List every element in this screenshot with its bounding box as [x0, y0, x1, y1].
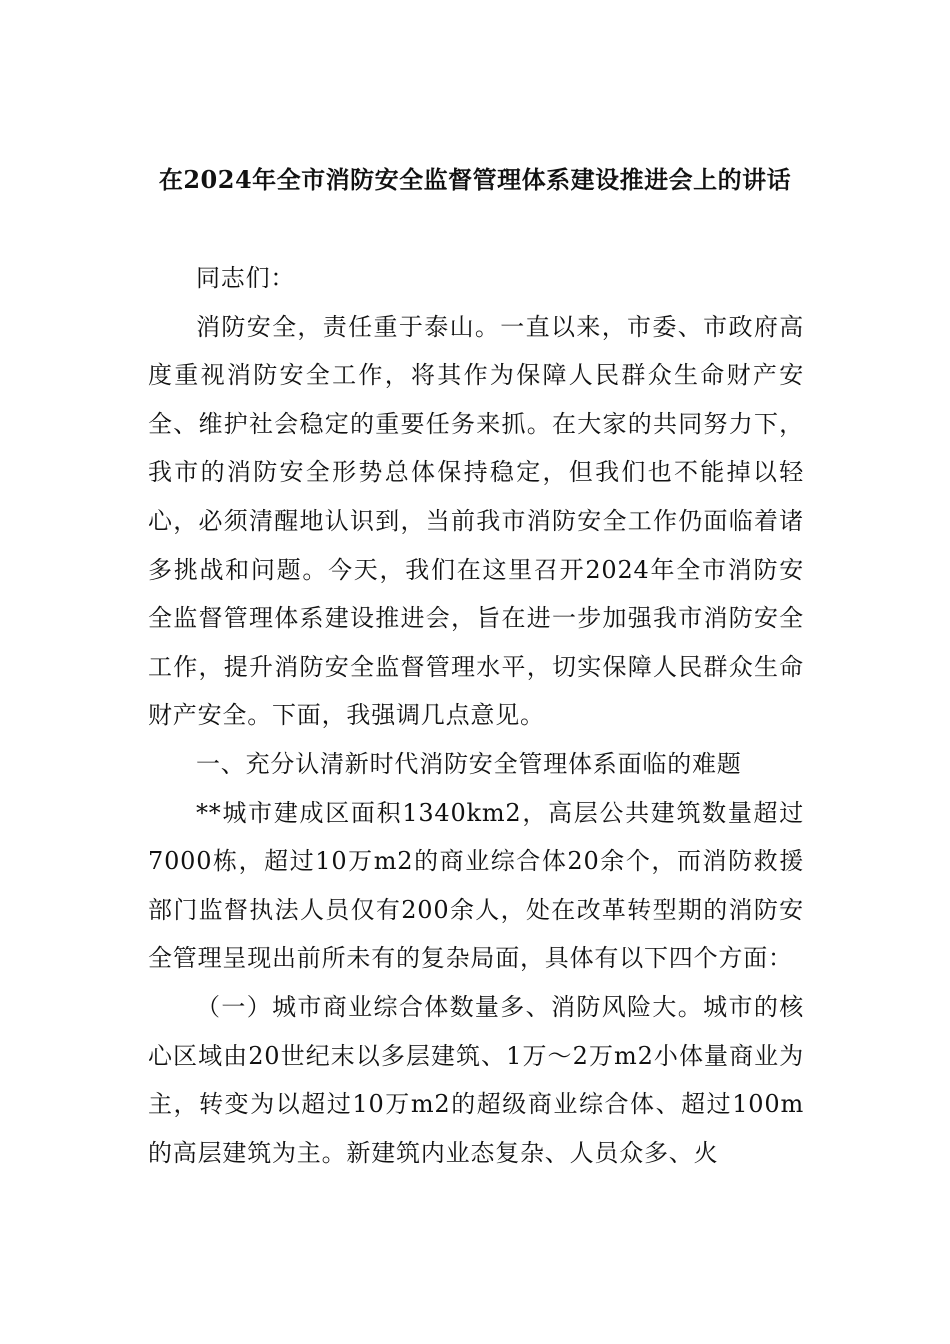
salutation: 同志们：	[196, 264, 296, 292]
paragraph-intro: 消防安全，责任重于泰山。一直以来，市委、市政府高度重视消防安全工作，将其作为保障人民群众生命财产安全、维护社会稳定的重要任务来抓。在大家的共同努力下，我市的消防安全形势总体保持稳定，但我们也不能掉以轻心，必须清醒地认识到，当前我市消防安全工作仍面临着诸多挑战和问题。今天，我们在这里召开2024年全市消防安全监督管理体系建设推进会，旨在进一步加强我市消防安全工作，提升消防安全监督管理水平，切实保障人民群众生命财产安全。下面，我强调几点意见。	[148, 312, 804, 730]
document-body	[148, 254, 804, 1177]
section-heading-1: 一、充分认清新时代消防安全管理体系面临的难题	[196, 749, 742, 778]
document-title: 在2024年全市消防安全监督管理体系建设推进会上的讲话	[158, 165, 792, 194]
paragraph-subsection-1: （一）城市商业综合体数量多、消防风险大。城市的核心区域由20世纪末以多层建筑、1万～2万m2小体量商业为主，转变为以超过10万m2的超级商业综合体、超过100m的高层建筑为主。新建筑内业态复杂、人员众多、火	[148, 992, 804, 1167]
paragraph-city-overview: **城市建成区面积1340km2，高层公共建筑数量超过7000栋，超过10万m2的商业综合体20余个，而消防救援部门监督执法人员仅有200余人，处在改革转型期的消防安全管理呈现出前所未有的复杂局面，具体有以下四个方面：	[148, 798, 804, 973]
